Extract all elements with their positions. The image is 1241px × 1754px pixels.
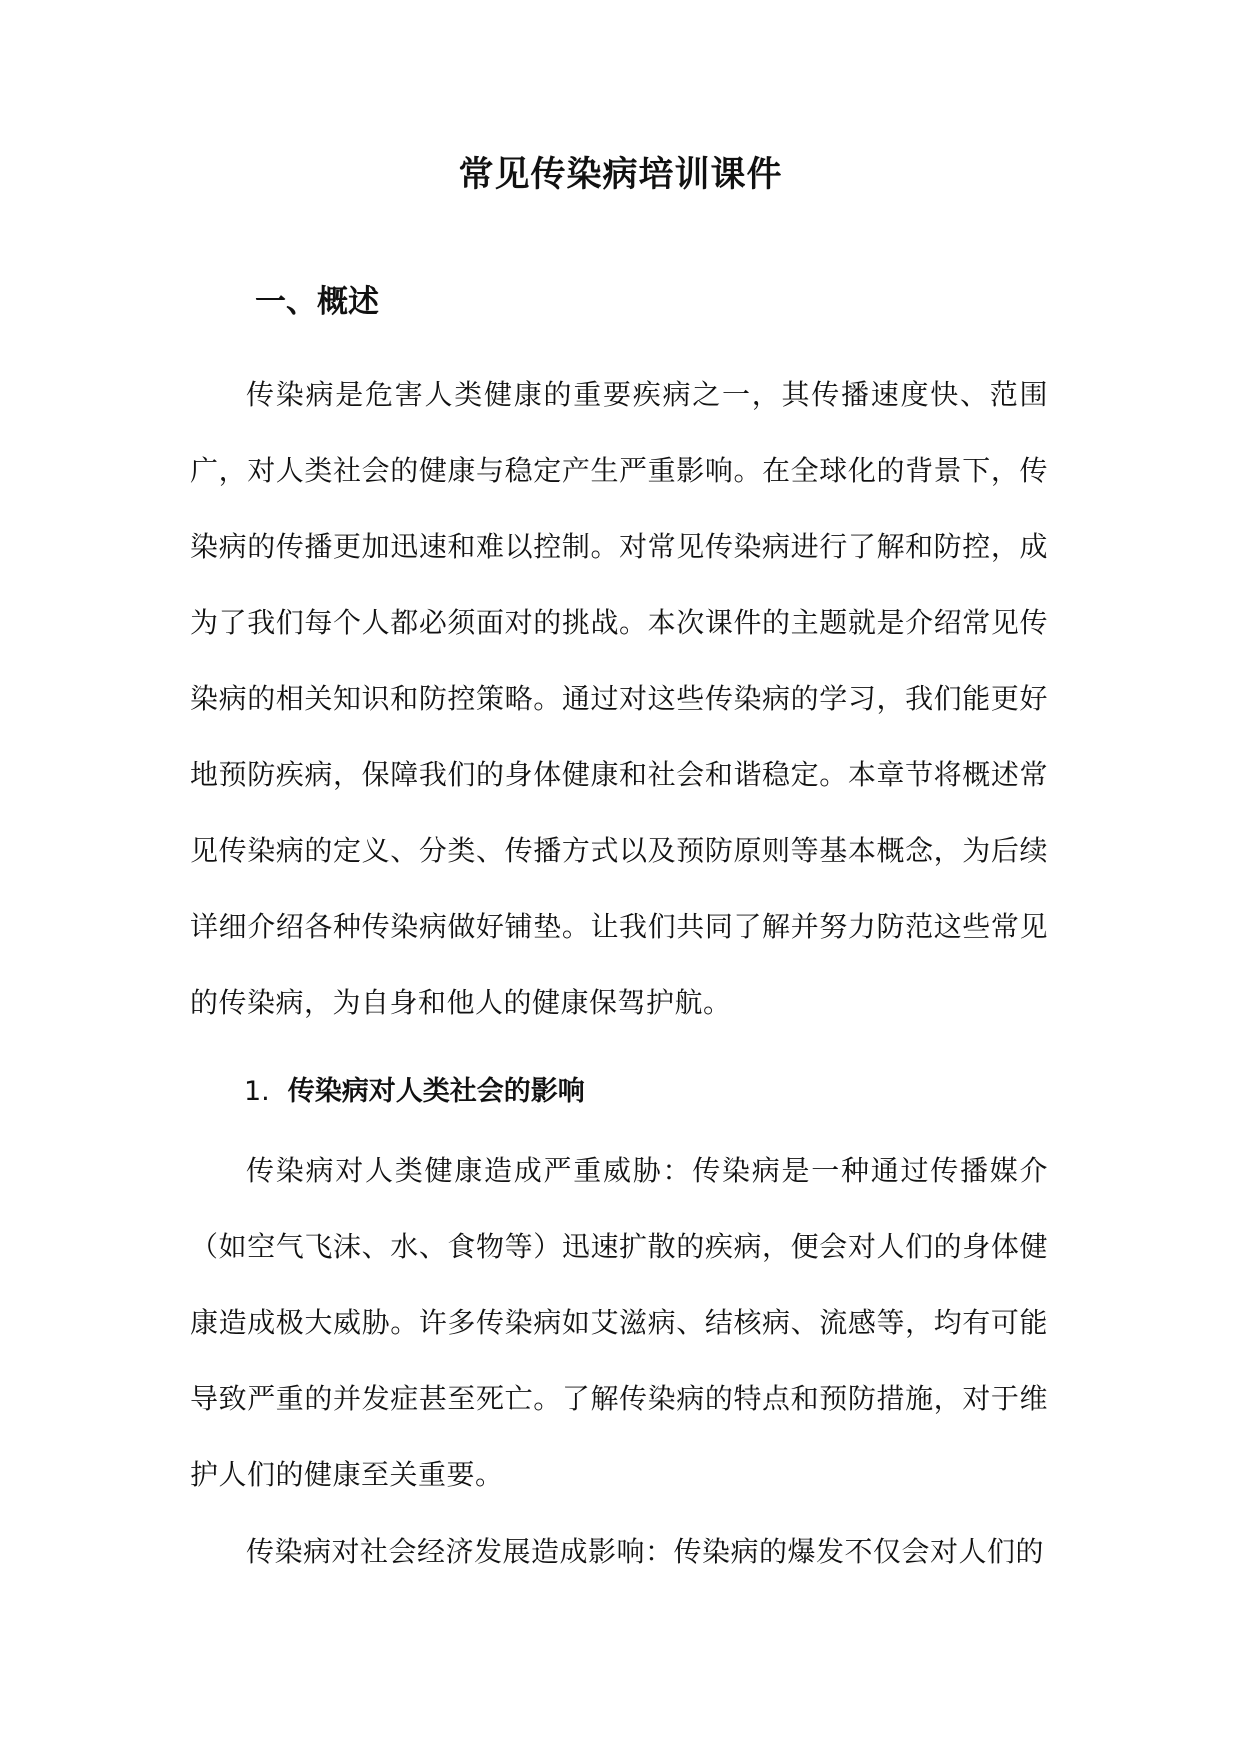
section-heading-overview: 一、概述 bbox=[255, 284, 379, 320]
subsection-title: 传染病对人类社会的影响 bbox=[287, 1076, 585, 1107]
economic-impact-paragraph: 传染病对社会经济发展造成影响：传染病的爆发不仅会对人们的 bbox=[246, 1535, 1045, 1568]
overview-paragraph: 传染病是危害人类健康的重要疾病之一，其传播速度快、范围广，对人类社会的健康与稳定产生严重影响。在全球化的背景下，传染病的传播更加迅速和难以控制。对常见传染病进行了解和防控，成为了我们每个人都必须面对的挑战。本次课件的主题就是介绍常见传染病的相关知识和防控策略。通过对这些传染病的学习，我们能更好地预防疾病，保障我们的身体健康和社会和谐稳定。本章节将概述常见传染病的定义、分类、传播方式以及预防原则等基本概念，为后续详细介绍各种传染病做好铺垫。让我们共同了解并努力防范这些常见的传染病，为自身和他人的健康保驾护航。 bbox=[190, 378, 1048, 1019]
document-title: 常见传染病培训课件 bbox=[458, 154, 783, 195]
subsection-number: 1. bbox=[244, 1076, 270, 1107]
subsection-heading bbox=[244, 1072, 585, 1112]
health-threat-paragraph: 传染病对人类健康造成严重威胁：传染病是一种通过传播媒介（如空气飞沫、水、食物等）迅速扩散的疾病，便会对人们的身体健康造成极大威胁。许多传染病如艾滋病、结核病、流感等，均有可能导致严重的并发症甚至死亡。了解传染病的特点和预防措施，对于维护人们的健康至关重要。 bbox=[190, 1154, 1048, 1491]
